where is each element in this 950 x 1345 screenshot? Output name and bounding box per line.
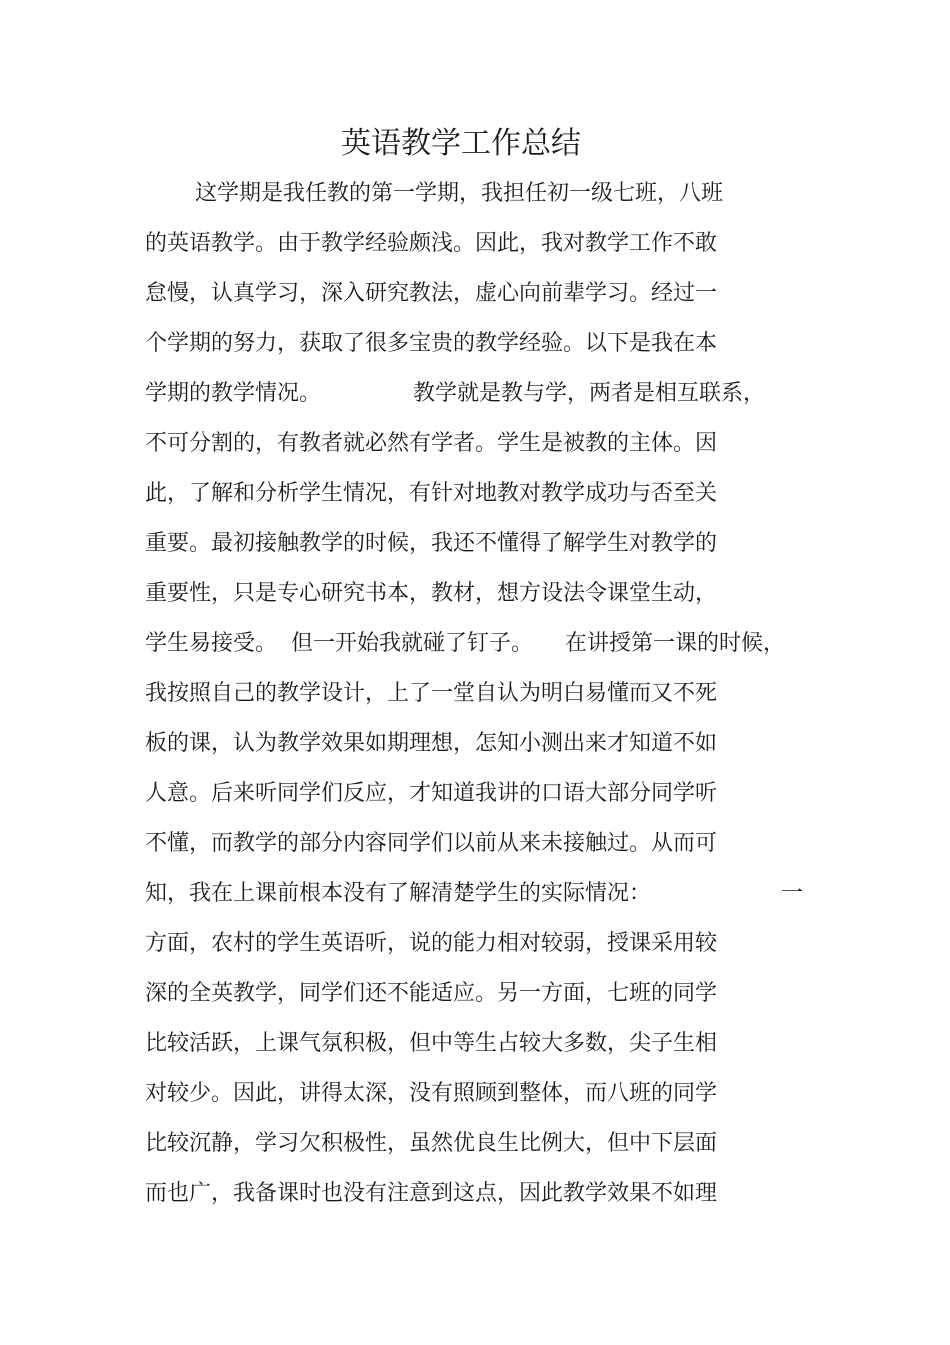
- body-line: [145, 1119, 717, 1169]
- body-line: [145, 1169, 717, 1219]
- body-line: [195, 169, 723, 219]
- body-line: [145, 569, 717, 619]
- body-line: [145, 369, 766, 419]
- body-line: [145, 419, 717, 469]
- line-text: 个学期的努力，获取了很多宝贵的教学经验。以下是我在本: [145, 331, 718, 356]
- body-line: [145, 469, 717, 519]
- line-text: 教学就是教与学，两者是相互联系，: [413, 381, 766, 406]
- body-line: [145, 819, 717, 869]
- line-text: 知，我在上课前根本没有了解清楚学生的实际情况：: [145, 881, 652, 906]
- line-text: 不懂，而教学的部分内容同学们以前从来未接触过。从而可: [145, 831, 718, 856]
- line-text: 板的课，认为教学效果如期理想，怎知小测出来才知道不如: [145, 731, 718, 756]
- line-text: 一: [781, 881, 804, 906]
- line-text: 方面，农村的学生英语听，说的能力相对较弱，授课采用较: [145, 931, 718, 956]
- body-line: [145, 919, 717, 969]
- body-line: [145, 519, 717, 569]
- body-line: [145, 719, 717, 769]
- line-text: 深的全英教学，同学们还不能适应。另一方面，七班的同学: [145, 981, 718, 1006]
- body-line: [145, 769, 717, 819]
- body-line: [145, 969, 717, 1019]
- line-text: 比较活跃，上课气氛积极，但中等生占较大多数，尖子生相: [145, 1031, 718, 1056]
- line-text: 我按照自己的教学设计，上了一堂自认为明白易懂而又不死: [145, 681, 718, 706]
- body-line: [145, 1069, 717, 1119]
- line-text: 人意。后来听同学们反应，才知道我讲的口语大部分同学听: [145, 781, 718, 806]
- body-line: [145, 269, 717, 319]
- line-text: 不可分割的，有教者就必然有学者。学生是被教的主体。因: [145, 431, 718, 456]
- body-line: [145, 219, 717, 269]
- line-text: 对较少。因此，讲得太深，没有照顾到整体，而八班的同学: [145, 1081, 718, 1106]
- line-text: 但一开始我就碰了钉子。: [291, 631, 534, 656]
- line-text: 比较沉静，学习欠积极性，虽然优良生比例大，但中下层面: [145, 1131, 718, 1156]
- document-title: 英语教学工作总结: [341, 126, 581, 161]
- body-line: [145, 1019, 717, 1069]
- line-text: 此，了解和分析学生情况，有针对地教对教学成功与否至关: [145, 481, 718, 506]
- body-line: [145, 319, 717, 369]
- body-line: [145, 669, 717, 719]
- body-line: [145, 869, 804, 919]
- line-text: 学生易接受。: [145, 631, 278, 656]
- line-text: 重要。最初接触教学的时候，我还不懂得了解学生对教学的: [145, 531, 718, 556]
- line-text: 怠慢，认真学习，深入研究教法，虚心向前辈学习。经过一: [145, 281, 718, 306]
- line-text: 重要性，只是专心研究书本，教材，想方设法令课堂生动，: [145, 581, 718, 606]
- line-text: 而也广，我备课时也没有注意到这点，因此教学效果不如理: [145, 1181, 718, 1206]
- line-text: 的英语教学。由于教学经验颇浅。因此，我对教学工作不敢: [145, 231, 718, 256]
- body-line: [145, 619, 786, 669]
- line-text: 这学期是我任教的第一学期，我担任初一级七班，八班: [195, 181, 724, 206]
- line-text: 在讲授第一课的时候，: [565, 631, 786, 656]
- line-text: 学期的教学情况。: [145, 381, 322, 406]
